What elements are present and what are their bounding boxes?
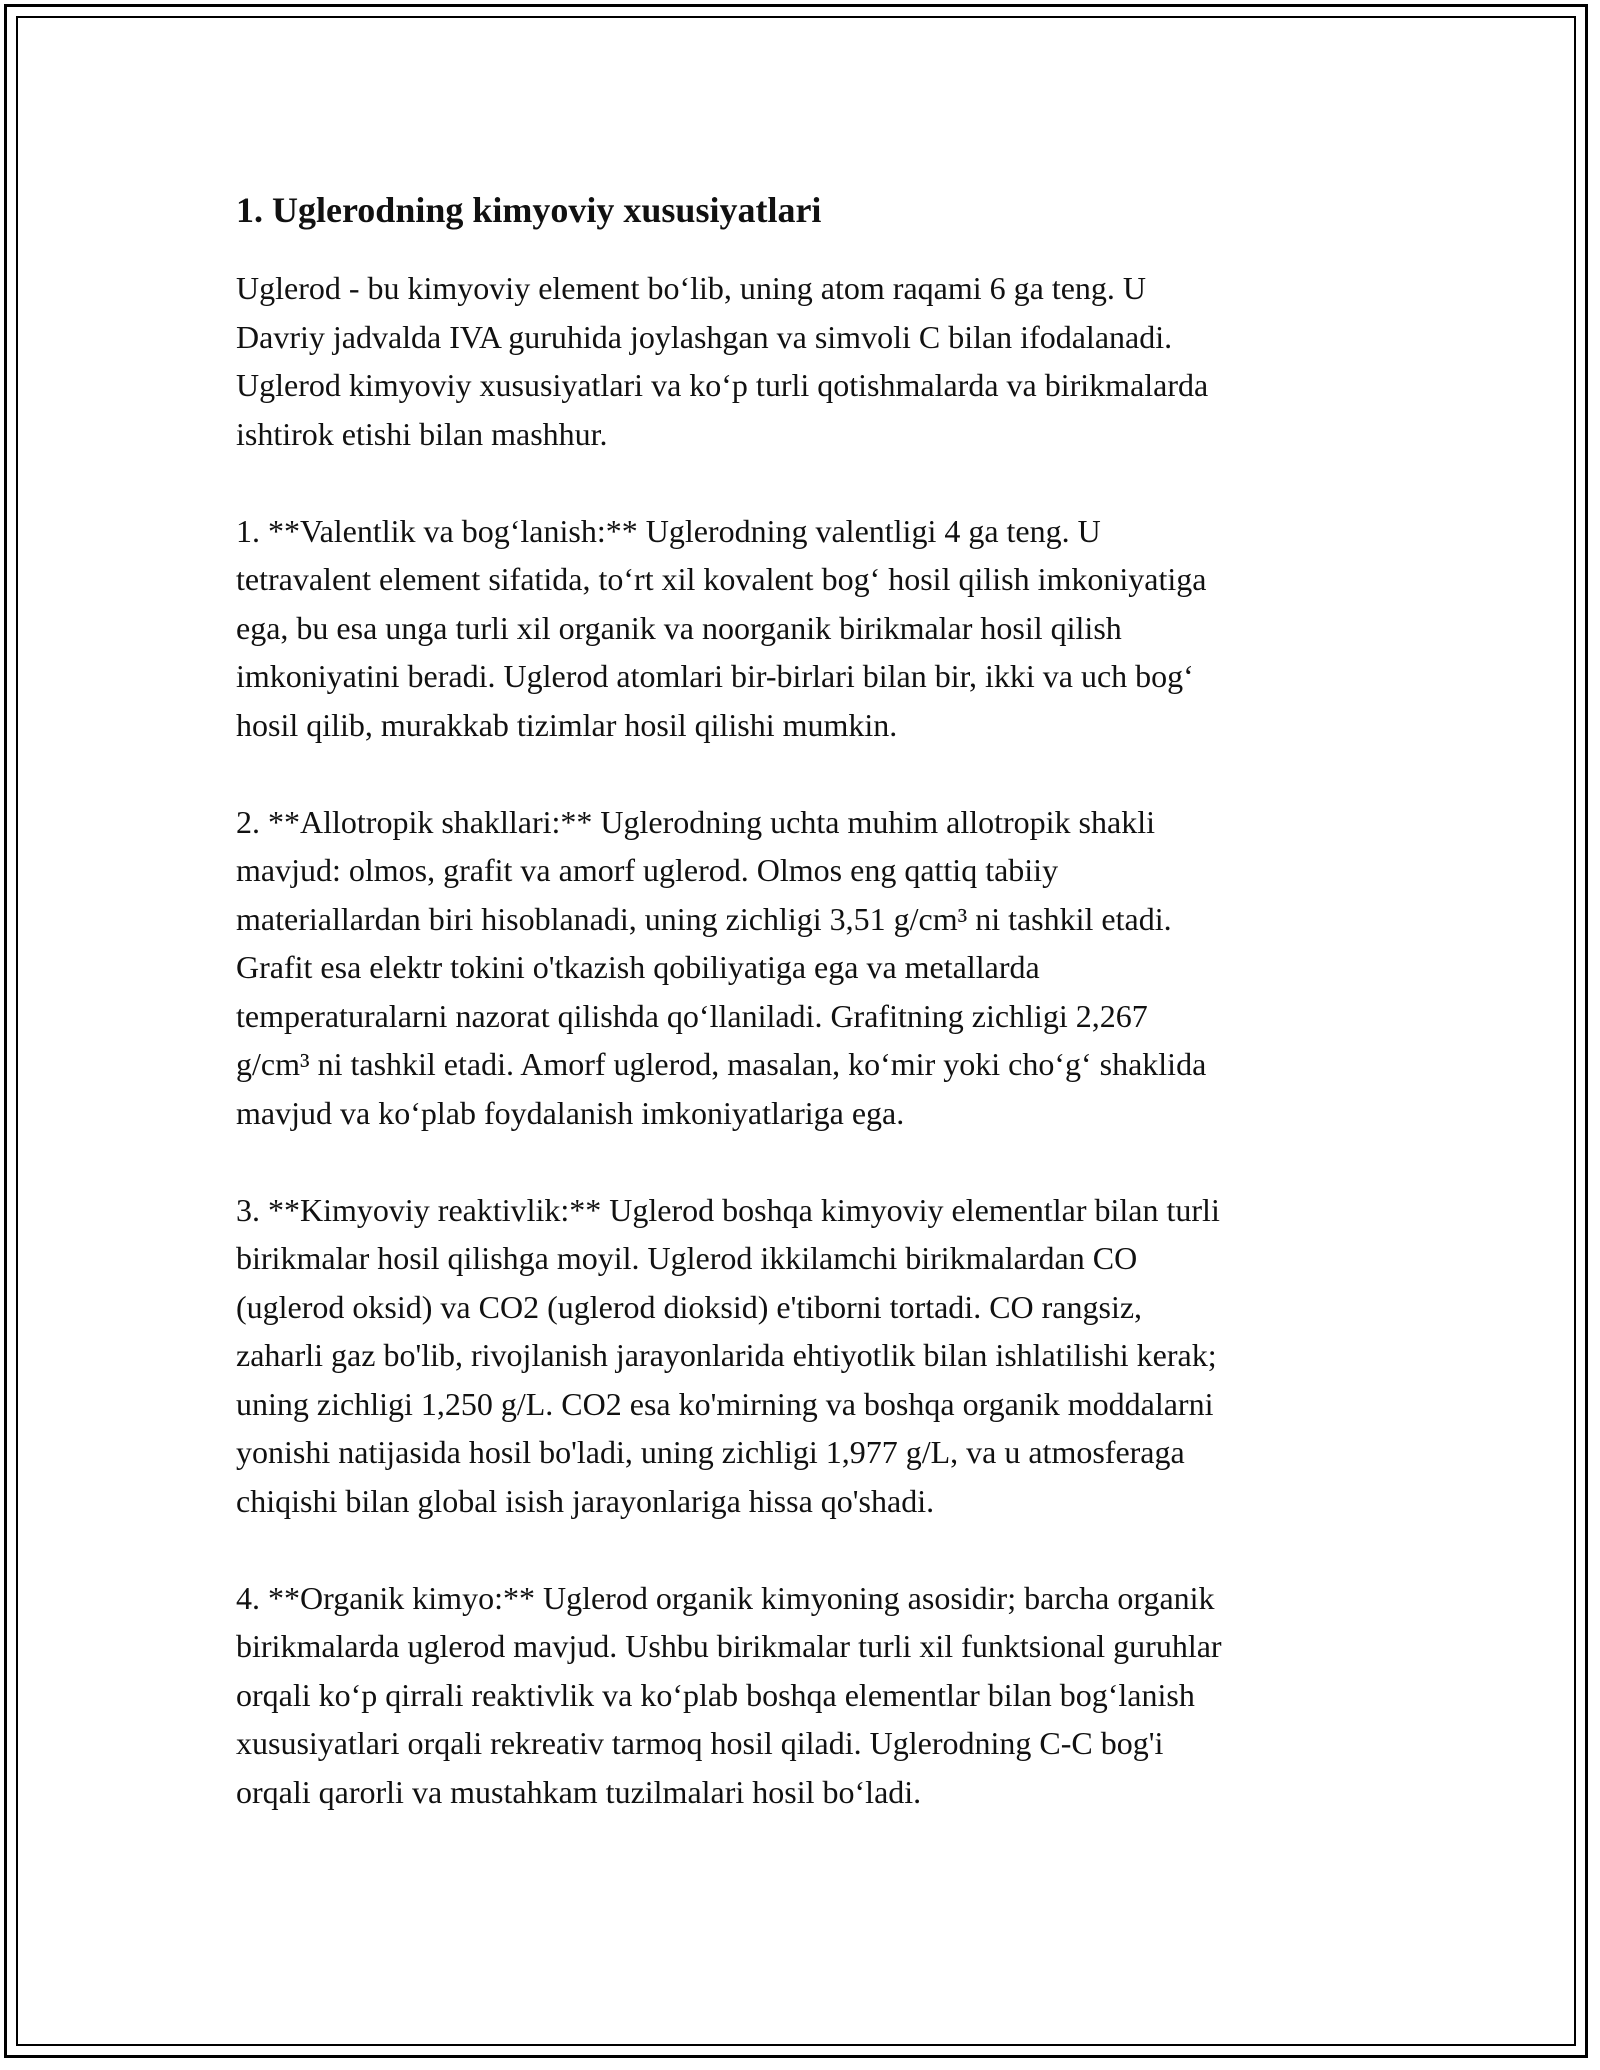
text-line: mavjud va ko‘plab foydalanish imkoniyatlariga ega. [236,1094,905,1131]
text-line: birikmalarda uglerod mavjud. Ushbu birikmalar turli xil funktsional guruhlar [236,1628,1222,1664]
text-line: Uglerod kimyoviy xususiyatlari va ko‘p turli qotishmalarda va birikmalarda [236,367,1209,403]
text-line: Davriy jadvalda IVA guruhida joylashgan va simvoli C bilan ifodalanadi. [236,318,1173,355]
paragraph-gap [236,1525,1376,1574]
text-line: tetravalent element sifatida, to‘rt xil kovalent bog‘ hosil qilish imkoniyatiga [236,561,1207,597]
text-line: 1. **Valentlik va bog‘lanish:** Uglerodning valentligi 4 ga teng. U [236,512,1101,549]
text-line: mavjud: olmos, grafit va amorf uglerod. Olmos eng qattiq tabiiy [236,852,1059,888]
text-line: materiallardan biri hisoblanadi, uning zichligi 3,51 g/cm³ ni tashkil etadi. [236,900,1172,937]
text-line: ishtirok etishi bilan mashhur. [236,415,608,452]
document-body [236,186,1376,1816]
text-line: yonishi natijasida hosil bo'ladi, uning zichligi 1,977 g/L, va u atmosferaga [236,1434,1185,1470]
text-line: temperaturalarni nazorat qilishda qo‘llaniladi. Grafitning zichligi 2,267 [236,997,1148,1034]
text-line: zaharli gaz bo'lib, rivojlanish jarayonlarida ehtiyotlik bilan ishlatilishi kerak; [236,1337,1217,1373]
paragraph-gap [236,458,1376,507]
text-line: orqali qarorli va mustahkam tuzilmalari hosil bo‘ladi. [236,1773,922,1810]
text-line: hosil qilib, murakkab tizimlar hosil qilishi mumkin. [236,706,898,743]
text-line: imkoniyatini beradi. Uglerod atomlari bir-birlari bilan bir, ikki va uch bog‘ [236,658,1194,694]
text-line: Uglerod - bu kimyoviy element bo‘lib, uning atom raqami 6 ga teng. U [236,270,1147,306]
text-line: uning zichligi 1,250 g/L. CO2 esa ko'mirning va boshqa organik moddalarni [236,1385,1214,1422]
section-allotropik [236,798,1376,1138]
text-line: Grafit esa elektr tokini o'tkazish qobiliyatiga ega va metallarda [236,949,1040,985]
section-organik [236,1574,1376,1817]
text-line: 3. **Kimyoviy reaktivlik:** Uglerod boshqa kimyoviy elementlar bilan turli [236,1191,1220,1228]
intro-paragraph [236,264,1376,458]
text-line: orqali ko‘p qirrali reaktivlik va ko‘plab boshqa elementlar bilan bog‘lanish [236,1676,1195,1713]
section-reaktivlik [236,1186,1376,1526]
document-title: 1. Uglerodning kimyoviy xususiyatlari [236,190,822,230]
text-line: xususiyatlari orqali rekreativ tarmoq hosil qiladi. Uglerodning C-C bog'i [236,1725,1164,1761]
text-line: ega, bu esa unga turli xil organik va noorganik birikmalar hosil qilish [236,609,1122,646]
text-line: birikmalar hosil qilishga moyil. Uglerod ikkilamchi birikmalardan CO [236,1240,1138,1276]
text-line: g/cm³ ni tashkil etadi. Amorf uglerod, masalan, ko‘mir yoki cho‘g‘ shaklida [236,1046,1207,1082]
text-line: (uglerod oksid) va CO2 (uglerod dioksid) e'tiborni tortadi. CO rangsiz, [236,1288,1143,1325]
text-line: chiqishi bilan global isish jarayonlariga hissa qo'shadi. [236,1482,935,1519]
paragraph-gap [236,1137,1376,1186]
paragraph-gap [236,749,1376,798]
section-valentlik [236,507,1376,750]
text-line: 4. **Organik kimyo:** Uglerod organik kimyoning asosidir; barcha organik [236,1579,1215,1616]
text-line: 2. **Allotropik shakllari:** Uglerodning uchta muhim allotropik shakli [236,803,1155,840]
